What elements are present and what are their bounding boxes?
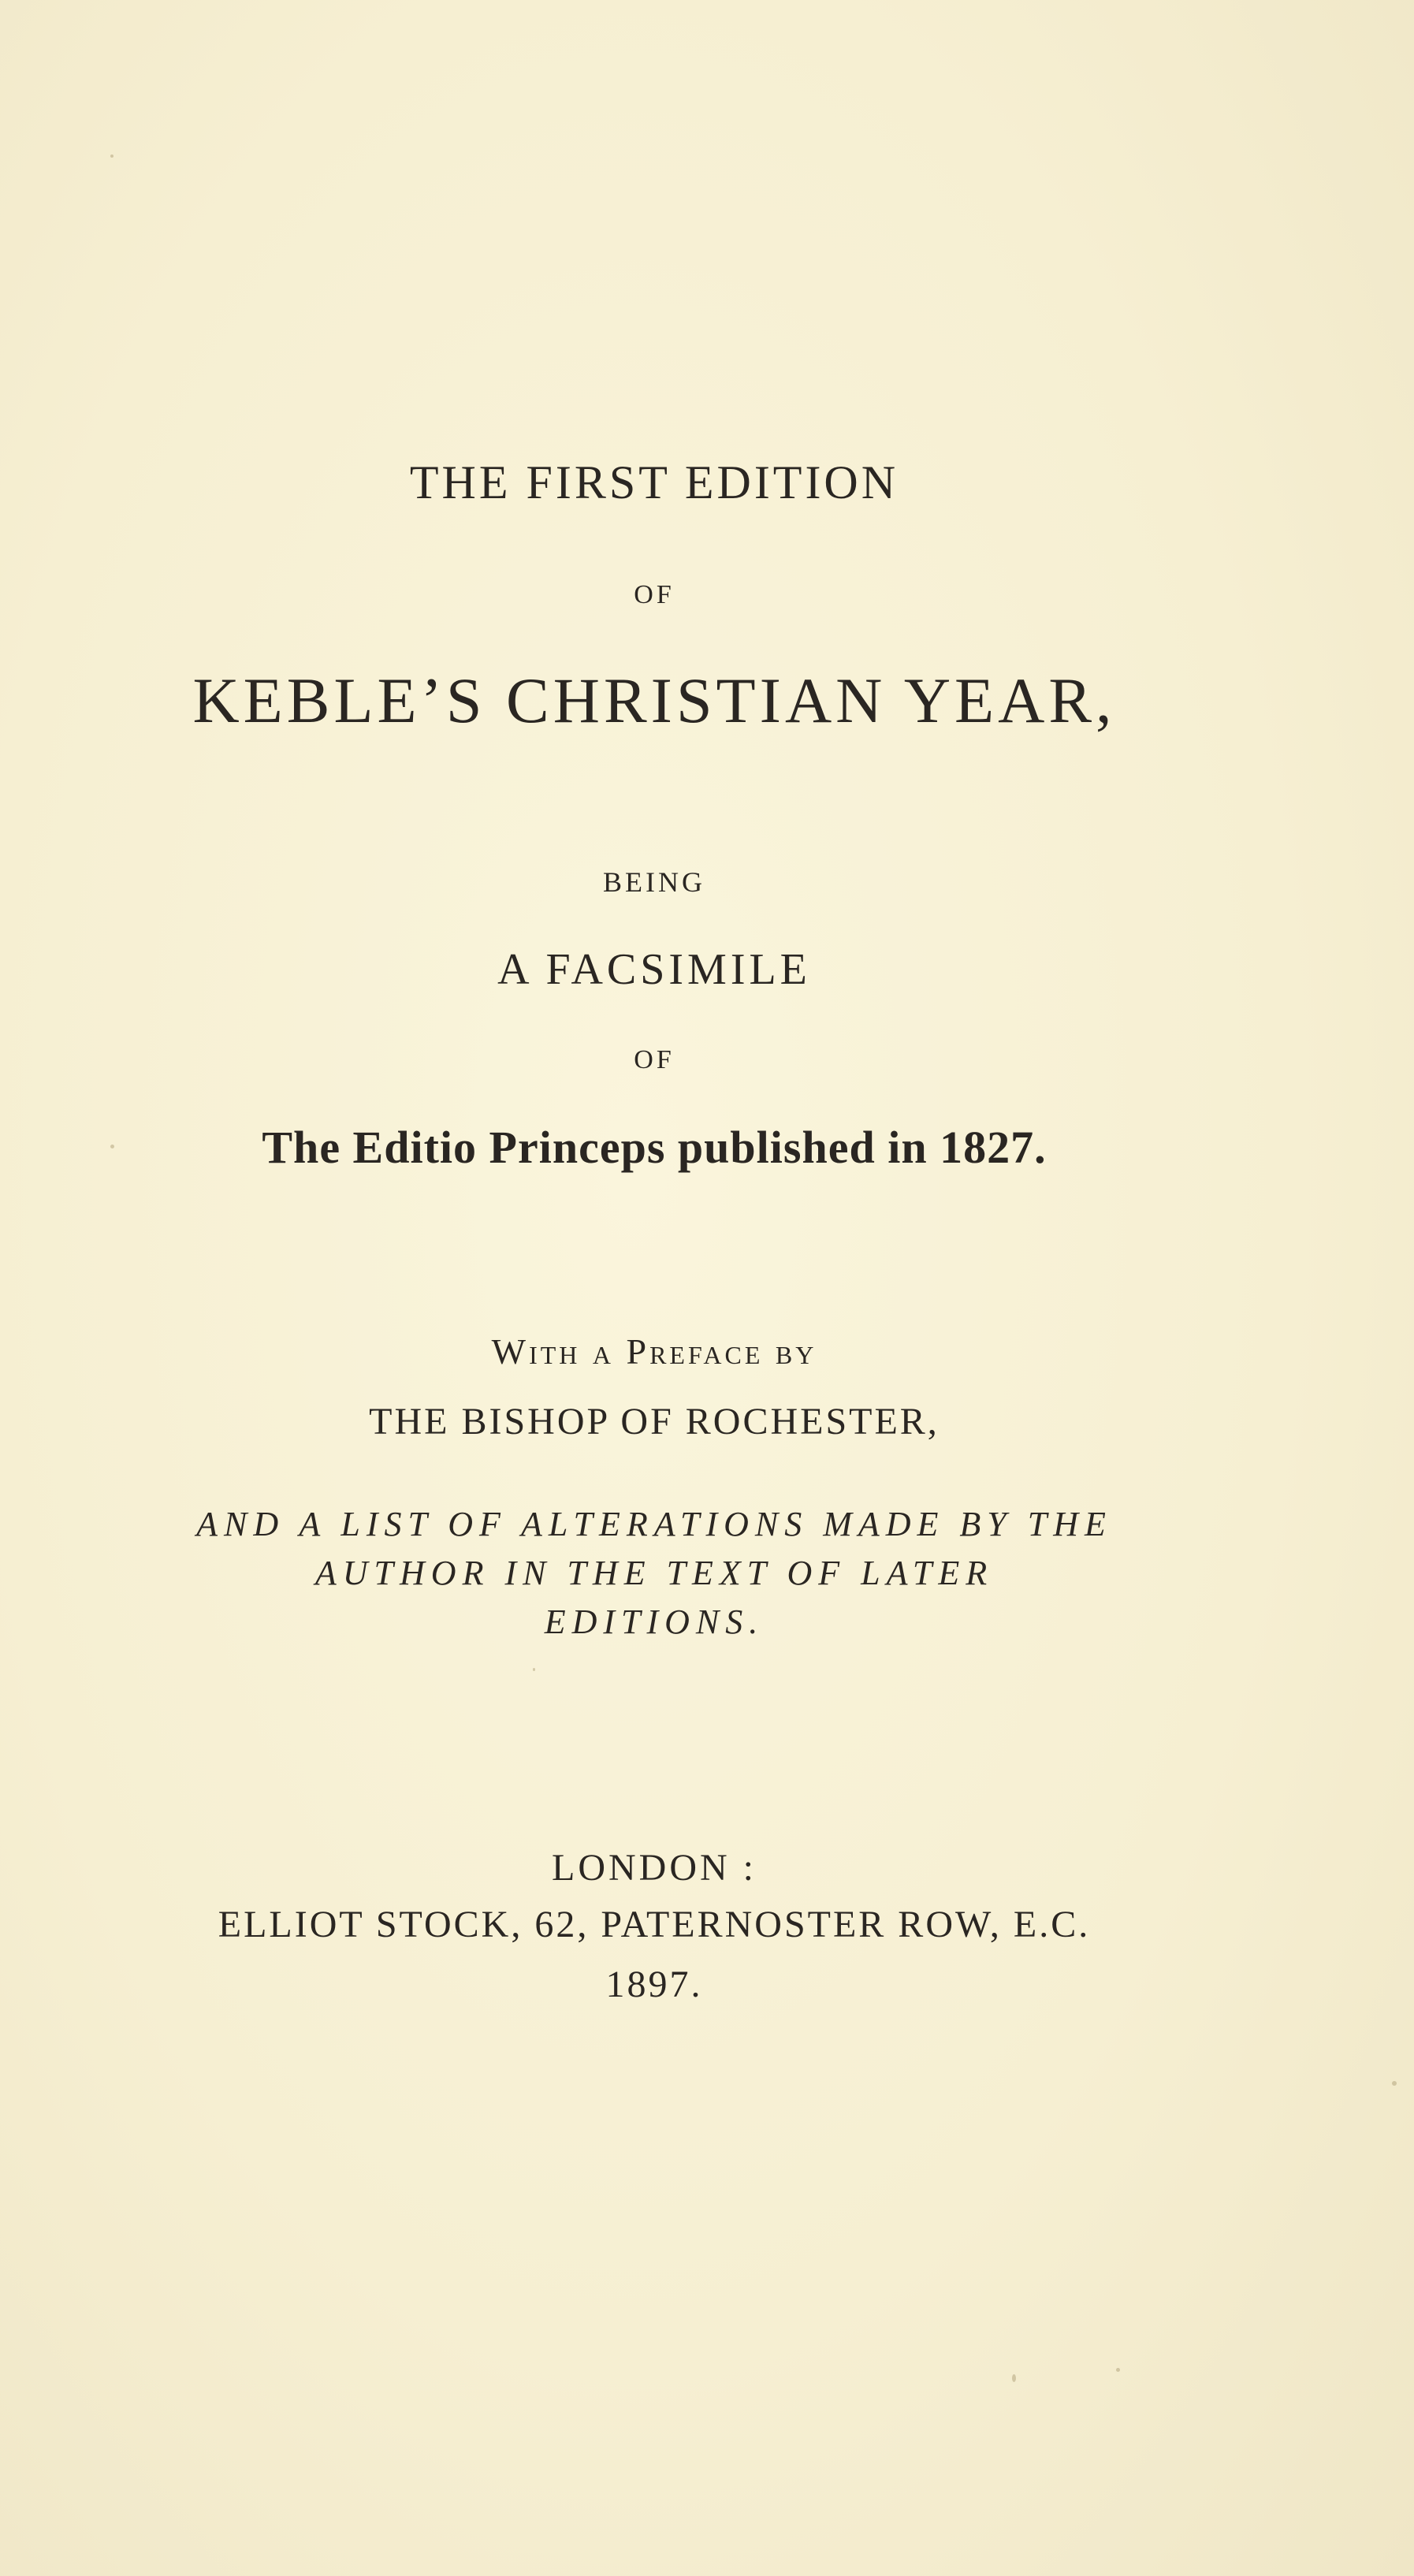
alterations-line-3: EDITIONS. — [544, 1603, 765, 1641]
paper-speck — [110, 1145, 114, 1148]
paper-speck — [1116, 2368, 1120, 2372]
paper-speck — [1392, 2081, 1397, 2086]
being-label: BEING — [603, 866, 705, 898]
title-line-2: KEBLE’S CHRISTIAN YEAR, — [192, 664, 1116, 736]
title-line-1: THE FIRST EDITION — [409, 456, 899, 508]
imprint-year: 1897. — [605, 1964, 703, 2005]
facsimile-label: A FACSIMILE — [497, 945, 811, 994]
of-label-1: OF — [634, 580, 675, 609]
bishop-line: THE BISHOP OF ROCHESTER, — [369, 1401, 940, 1442]
preface-line: With a Preface by — [491, 1331, 817, 1372]
imprint-publisher: ELLIOT STOCK, 62, PATERNOSTER ROW, E.C. — [218, 1904, 1091, 1945]
paper-speck — [1012, 2374, 1016, 2382]
alterations-line-2: AUTHOR IN THE TEXT OF LATER — [314, 1554, 994, 1592]
imprint-city: LONDON : — [552, 1847, 757, 1889]
editio-princeps-line: The Editio Princeps published in 1827. — [262, 1122, 1047, 1173]
alterations-line-1: AND A LIST OF ALTERATIONS MADE BY THE — [196, 1505, 1112, 1543]
paper-speck — [533, 1668, 535, 1671]
paper-speck — [110, 154, 113, 158]
of-label-2: OF — [634, 1045, 675, 1074]
